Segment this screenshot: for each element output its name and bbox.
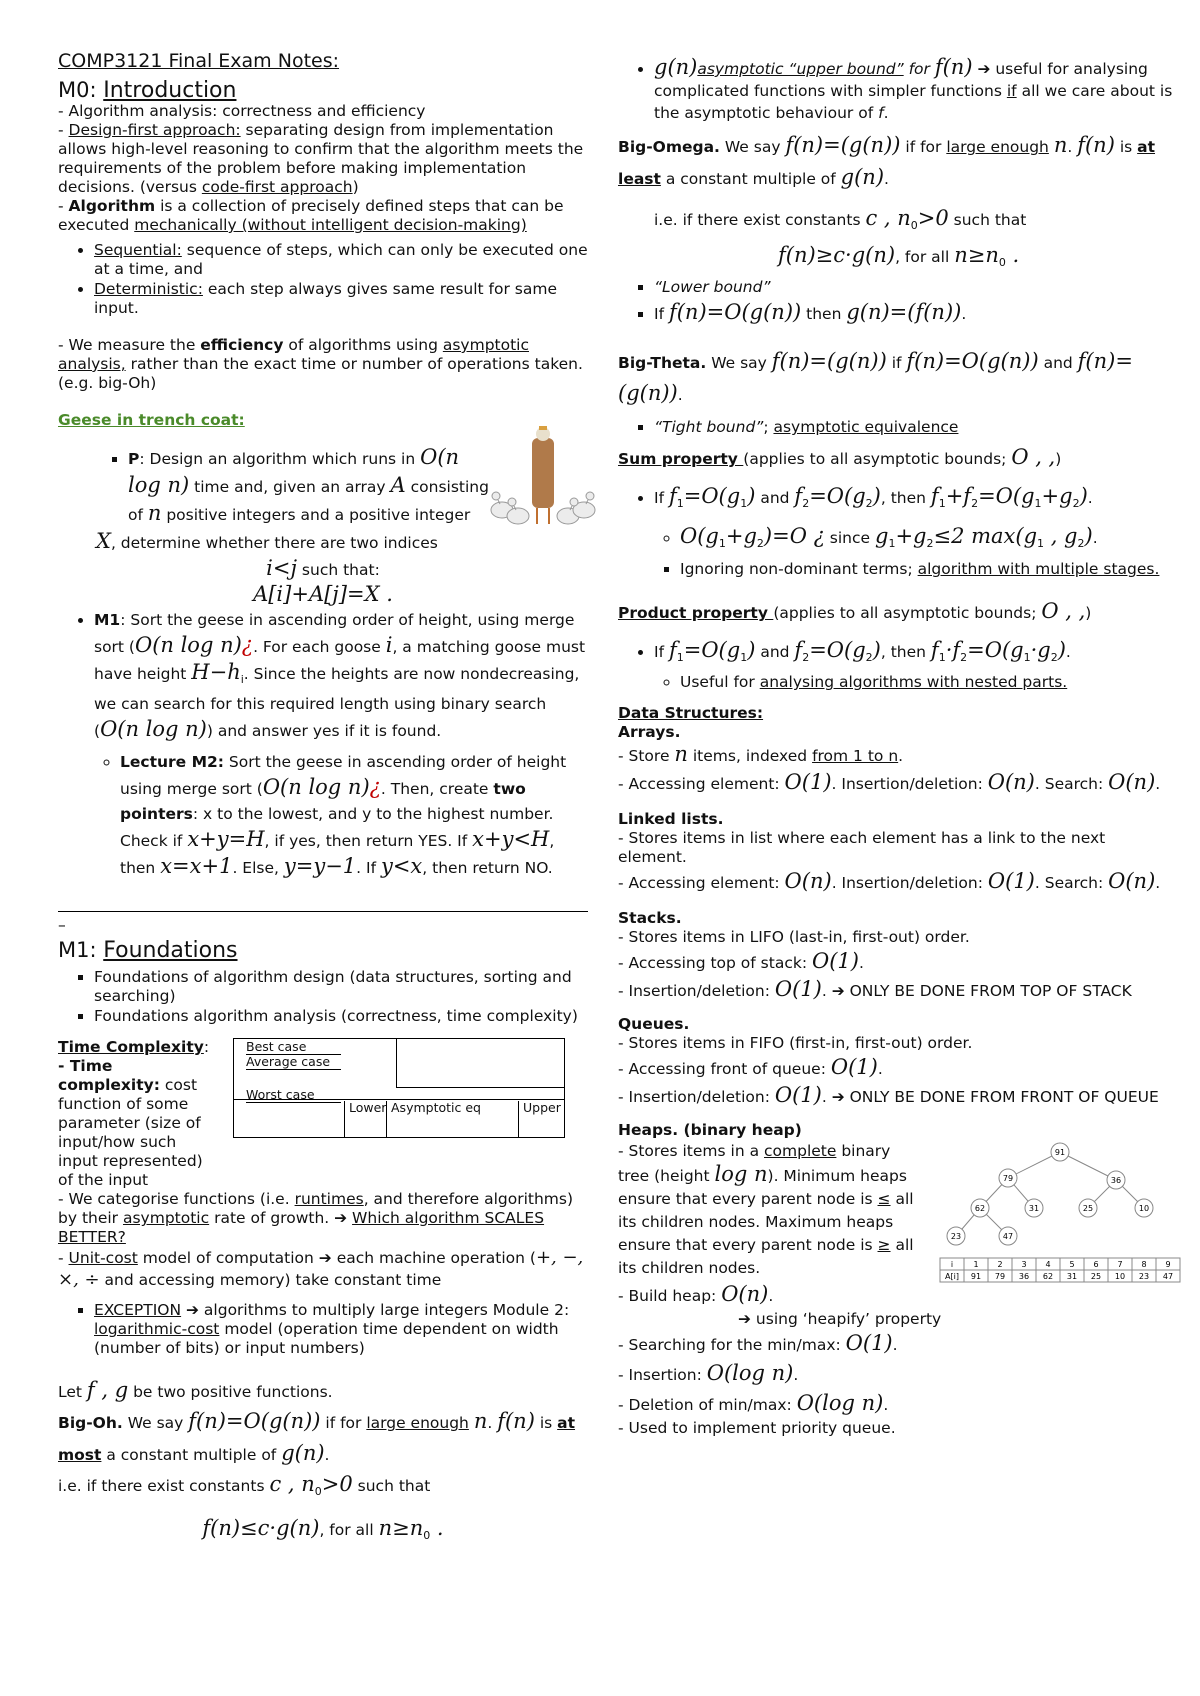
- spacer: [58, 1364, 588, 1376]
- tc-row-best: Best case: [246, 1039, 341, 1055]
- sum-list: [618, 481, 1178, 579]
- heap-diagram: [938, 1140, 1183, 1290]
- bigoh-ie: i.e. if there exist constants c , $n_0>0$ such that: [58, 1472, 431, 1499]
- geese-solutions: [58, 608, 588, 881]
- queues-line3: - Insertion/deletion: O(1). ➔ ONLY BE DONE FROM FRONT OF QUEUE: [618, 1083, 1159, 1108]
- heap-array-label: 62: [1042, 1272, 1054, 1282]
- arrays-heading: Arrays.: [618, 723, 681, 742]
- heap-array-label: 25: [1090, 1272, 1102, 1282]
- heap-node-label: 47: [1002, 1232, 1014, 1242]
- spacer: [618, 1003, 1178, 1015]
- heap-array-label: A[i]: [945, 1272, 959, 1282]
- heap-array: [940, 1258, 1180, 1282]
- lecture-solution-list: [94, 750, 588, 881]
- time-complexity-table: [233, 1038, 565, 1138]
- spacer: [618, 798, 1178, 810]
- heap-array-label: 91: [970, 1272, 982, 1282]
- heap-node: [971, 1199, 989, 1217]
- stacks-heading: Stacks.: [618, 909, 682, 928]
- heaps-line1: - Stores items in a complete binary tree (height log n). Minimum heaps ensure that every parent node is ≤ all its children nodes. Maximum heaps ensure that every parent node is ≥ all its children nodes.: [618, 1142, 914, 1278]
- heap-node-label: 62: [974, 1204, 986, 1214]
- theta-notes: [618, 418, 1178, 437]
- heap-node-label: 10: [1138, 1204, 1150, 1214]
- foundations-list: [58, 968, 588, 1026]
- left-column: [58, 52, 588, 1558]
- spacer: [618, 897, 1178, 909]
- geese-problem-cont: X, determine whether there are two indices: [96, 529, 438, 553]
- list-item: ▪ Ignoring non-dominant terms; algorithm with multiple stages.: [680, 560, 1178, 579]
- sum-heading: Sum property (applies to all asymptotic bounds; O , ,): [618, 445, 1062, 470]
- list-item: ▪ “Lower bound”: [654, 278, 1178, 297]
- heap-node-label: 79: [1002, 1174, 1014, 1184]
- omega-formula: f(n)≥c·g(n), for all $n\ge n_0$ .: [778, 243, 1020, 270]
- efficiency-text: - We measure the efficiency of algorithms using asymptotic analysis, rather than the exact time or number of operations taken. (e.g. big-Oh): [58, 336, 583, 392]
- heap-array-label: 7: [1117, 1260, 1123, 1270]
- tc-text: - Time complexity: cost function of some parameter (size of input/how such input represented) of the input: [58, 1057, 203, 1190]
- heap-array-label: 1: [973, 1260, 979, 1270]
- heap-node: [1135, 1199, 1153, 1217]
- heap-array-label: i: [950, 1260, 954, 1270]
- algorithm-properties: [58, 241, 588, 318]
- product-sublist: [654, 673, 1178, 692]
- heaps-search: - Searching for the min/max: O(1).: [618, 1331, 898, 1356]
- heap-node-label: 36: [1110, 1176, 1122, 1186]
- heap-array-label: 8: [1141, 1260, 1147, 1270]
- heap-array-label: 79: [994, 1272, 1006, 1282]
- heaps-delete: - Deletion of min/max: O(log n).: [618, 1391, 889, 1416]
- list-item: ▪ Foundations algorithm analysis (correctness, time complexity): [94, 1007, 588, 1026]
- heap-node-label: 91: [1054, 1148, 1066, 1158]
- heap-node: [1025, 1199, 1043, 1217]
- list-item: • Sequential: sequence of steps, which can only be executed one at a time, and: [94, 241, 588, 279]
- intro-algorithm-def: - Algorithm is a collection of precisely defined steps that can be executed mechanically (without intelligent decision-making): [58, 197, 564, 234]
- heap-array-label: 2: [997, 1260, 1003, 1270]
- geese-trench-coat-image: [488, 424, 598, 536]
- heap-array-label: 3: [1021, 1260, 1027, 1270]
- heap-node: [999, 1227, 1017, 1245]
- right-column: [618, 52, 1178, 1438]
- heaps-insert: - Insertion: O(log n).: [618, 1361, 799, 1386]
- unit-cost-text: - Unit-cost model of computation ➔ each machine operation (+, −, ×, ÷ and accessing memory) take constant time: [58, 1247, 584, 1291]
- heaps-pq: - Used to implement priority queue.: [618, 1419, 896, 1438]
- heap-node-label: 31: [1028, 1204, 1040, 1214]
- geese-problem-list: [58, 444, 498, 528]
- m1-heading: [58, 938, 588, 964]
- time-complexity-block: [58, 1038, 588, 1190]
- queues-heading: Queues.: [618, 1015, 690, 1034]
- spacer: [618, 1109, 1178, 1121]
- heaps-block: [618, 1140, 1178, 1438]
- m0-title: Introduction: [103, 78, 237, 103]
- heap-array-label: 4: [1045, 1260, 1051, 1270]
- tc-col-lower: Lower: [344, 1101, 389, 1137]
- ds-heading: Data Structures:: [618, 704, 764, 723]
- section-divider: [58, 911, 588, 912]
- linked-heading: Linked lists.: [618, 810, 724, 829]
- list-item: • If $f_1=O(g_1)$ and $f_2=O(g_2)$, then $f_1\cdot f_2=O(g_1\cdot g_2)$. ◦ Useful for analysing algorithms with nested parts.: [654, 635, 1178, 692]
- heap-array-label: 10: [1114, 1272, 1126, 1282]
- heap-array-label: 47: [1162, 1272, 1174, 1282]
- tc-cell-box: [396, 1039, 565, 1088]
- heap-node: [1051, 1143, 1069, 1161]
- bigoh-def: Big-Oh. We say f(n)=O(g(n)) if for large enough n. f(n) is at most a constant multiple of g(n).: [58, 1409, 576, 1466]
- heap-array-label: 9: [1165, 1260, 1171, 1270]
- list-item: ▪ Foundations of algorithm design (data structures, sorting and searching): [94, 968, 588, 1006]
- tc-row-worst: Worst case: [246, 1087, 341, 1103]
- tc-row-average: Average case: [246, 1055, 341, 1070]
- geese-heading: Geese in trench coat:: [58, 411, 245, 429]
- list-item: • If $f_1=O(g_1)$ and $f_2=O(g_2)$, then $f_1+f_2=O(g_1+g_2)$. ◦ $O(g_1+g_2)=O$ ¿ since $g_1+g_2\le 2$ $\max(g_1$ , $g_2$). ▪ Ignoring non-dominant terms; algorithm with multiple stages.: [654, 481, 1178, 579]
- list-item: • Deterministic: each step always gives same result for same input.: [94, 280, 588, 318]
- spacer: [58, 324, 588, 336]
- heap-array-label: 31: [1066, 1272, 1078, 1282]
- heaps-heading: Heaps. (binary heap): [618, 1121, 802, 1140]
- heap-array-label: 6: [1093, 1260, 1099, 1270]
- linked-line2: - Accessing element: O(n). Insertion/deletion: O(1). Search: O(n).: [618, 869, 1161, 894]
- categorise-text: - We categorise functions (i.e. runtimes, and therefore algorithms) by their asymptotic rate of growth. ➔ Which algorithm SCALES BETTER?: [58, 1190, 574, 1247]
- exception-list: [58, 1301, 588, 1358]
- intro-design-first: - Design-first approach: separating design from implementation allows high-level reasoning to confirm that the algorithm meets the requirements of the problem before making implementation decisions. (versus code-first approach): [58, 121, 584, 196]
- geese-condition: i<j such that: A[i]+A[j]=X .: [253, 556, 393, 606]
- heap-array-label: 23: [1138, 1272, 1150, 1282]
- list-item: ▪ P: Design an algorithm which runs in O(n log n) time and, given an array A consisting of n positive integers and a positive integer: [128, 444, 498, 528]
- m1-title: Foundations: [103, 938, 238, 964]
- m1-prefix: M1:: [58, 938, 104, 963]
- list-item: ◦ $O(g_1+g_2)=O$ ¿ since $g_1+g_2\le 2$ $\max(g_1$ , $g_2$).: [680, 521, 1178, 559]
- let-text: Let f , g be two positive functions.: [58, 1378, 333, 1403]
- product-list: [618, 635, 1178, 692]
- bigtheta-def: Big-Theta. We say f(n)=(g(n)) if f(n)=O(g(n)) and f(n)=(g(n)).: [618, 349, 1133, 406]
- list-item: • M1: Sort the geese in ascending order of height, using merge sort (O(n log n)¿. For each goose i, a matching goose must have height $H-h_i$. Since the heights are now nondecreasing, we can search for this required length using binary search (O(n log n)) and answer yes if it is found. ◦ Lecture M2: Sort the geese in ascending order of height using merge sort (O(n log n)¿. Then, create two pointers: x to the lowest, and y to the highest number. Check if x+y=H, if yes, then return YES. If x+y<H, then x=x+1. Else, y=y−1. If y<x, then return NO.: [94, 608, 588, 881]
- bigomega-def: Big-Omega. We say f(n)=(g(n)) if for large enough n. f(n) is at least a constant multiple of g(n).: [618, 133, 1156, 189]
- heap-array-label: 36: [1018, 1272, 1030, 1282]
- divider-dash: –: [58, 916, 66, 935]
- tc-heading: Time Complexity:: [58, 1038, 210, 1057]
- heap-node: [1107, 1171, 1125, 1189]
- intro-analysis: - Algorithm analysis: correctness and efficiency: [58, 102, 426, 120]
- queues-line2: - Accessing front of queue: O(1).: [618, 1055, 883, 1080]
- list-item: ▪ EXCEPTION ➔ algorithms to multiply large integers Module 2: logarithmic-cost model (operation time dependent on width (number of bits) or input numbers): [94, 1301, 588, 1358]
- heap-node-label: 23: [950, 1232, 962, 1242]
- stacks-line1: - Stores items in LIFO (last-in, first-out) order.: [618, 928, 970, 947]
- heap-node: [947, 1227, 965, 1245]
- list-item: ▪ If f(n)=O(g(n)) then g(n)=(f(n)).: [654, 298, 1178, 328]
- heap-node-label: 25: [1082, 1204, 1094, 1214]
- linked-line1: - Stores items in list where each element has a link to the next element.: [618, 829, 1106, 867]
- stacks-line2: - Accessing top of stack: O(1).: [618, 949, 864, 974]
- sum-sublist: [654, 521, 1178, 579]
- heaps-heapify: ➔ using ‘heapify’ property: [738, 1310, 942, 1329]
- heap-nodes: [947, 1143, 1153, 1245]
- heaps-build: - Build heap: O(n).: [618, 1282, 774, 1307]
- list-item: ◦ Useful for analysing algorithms with nested parts.: [680, 673, 1178, 692]
- queues-line1: - Stores items in FIFO (first-in, first-out) order.: [618, 1034, 973, 1053]
- omega-ie: i.e. if there exist constants c , $n_0>0$ such that: [654, 206, 1027, 233]
- list-item: ◦ Lecture M2: Sort the geese in ascending order of height using merge sort (O(n log n)¿. Then, create two pointers: x to the lowest, and y to the highest number. Check if x+y=H, if yes, then return YES. If x+y<H, then x=x+1. Else, y=y−1. If y<x, then return NO.: [120, 750, 588, 881]
- omega-notes: [618, 278, 1178, 328]
- upper-bound-list: [618, 56, 1178, 124]
- heap-array-label: 5: [1069, 1260, 1075, 1270]
- arrays-line1: - Store n items, indexed from 1 to n.: [618, 742, 904, 767]
- spacer: [618, 334, 1178, 346]
- product-heading: Product property (applies to all asymptotic bounds; O , ,): [618, 599, 1092, 624]
- list-item: ▪ “Tight bound”; asymptotic equivalence: [654, 418, 1178, 437]
- stacks-line3: - Insertion/deletion: O(1). ➔ ONLY BE DONE FROM TOP OF STACK: [618, 977, 1132, 1002]
- m0-prefix: M0:: [58, 78, 104, 102]
- m0-heading: [58, 78, 588, 103]
- list-item: • g(n)asymptotic “upper bound” for f(n) ➔ useful for analysing complicated functions with simpler functions if all we care about is the asymptotic behaviour of f.: [654, 56, 1178, 124]
- tc-col-upper: Upper: [518, 1101, 563, 1137]
- page-title: COMP3121 Final Exam Notes:: [58, 50, 340, 72]
- spacer: [618, 585, 1178, 597]
- arrays-line2: - Accessing element: O(1). Insertion/deletion: O(n). Search: O(n).: [618, 770, 1161, 795]
- heap-node: [999, 1169, 1017, 1187]
- bigoh-formula: f(n)≤c·g(n), for all $n\ge n_0$ .: [202, 1516, 444, 1543]
- heap-node: [1079, 1199, 1097, 1217]
- tc-row-line: [234, 1099, 564, 1100]
- tc-col-asym: Asymptotic eq: [386, 1101, 486, 1137]
